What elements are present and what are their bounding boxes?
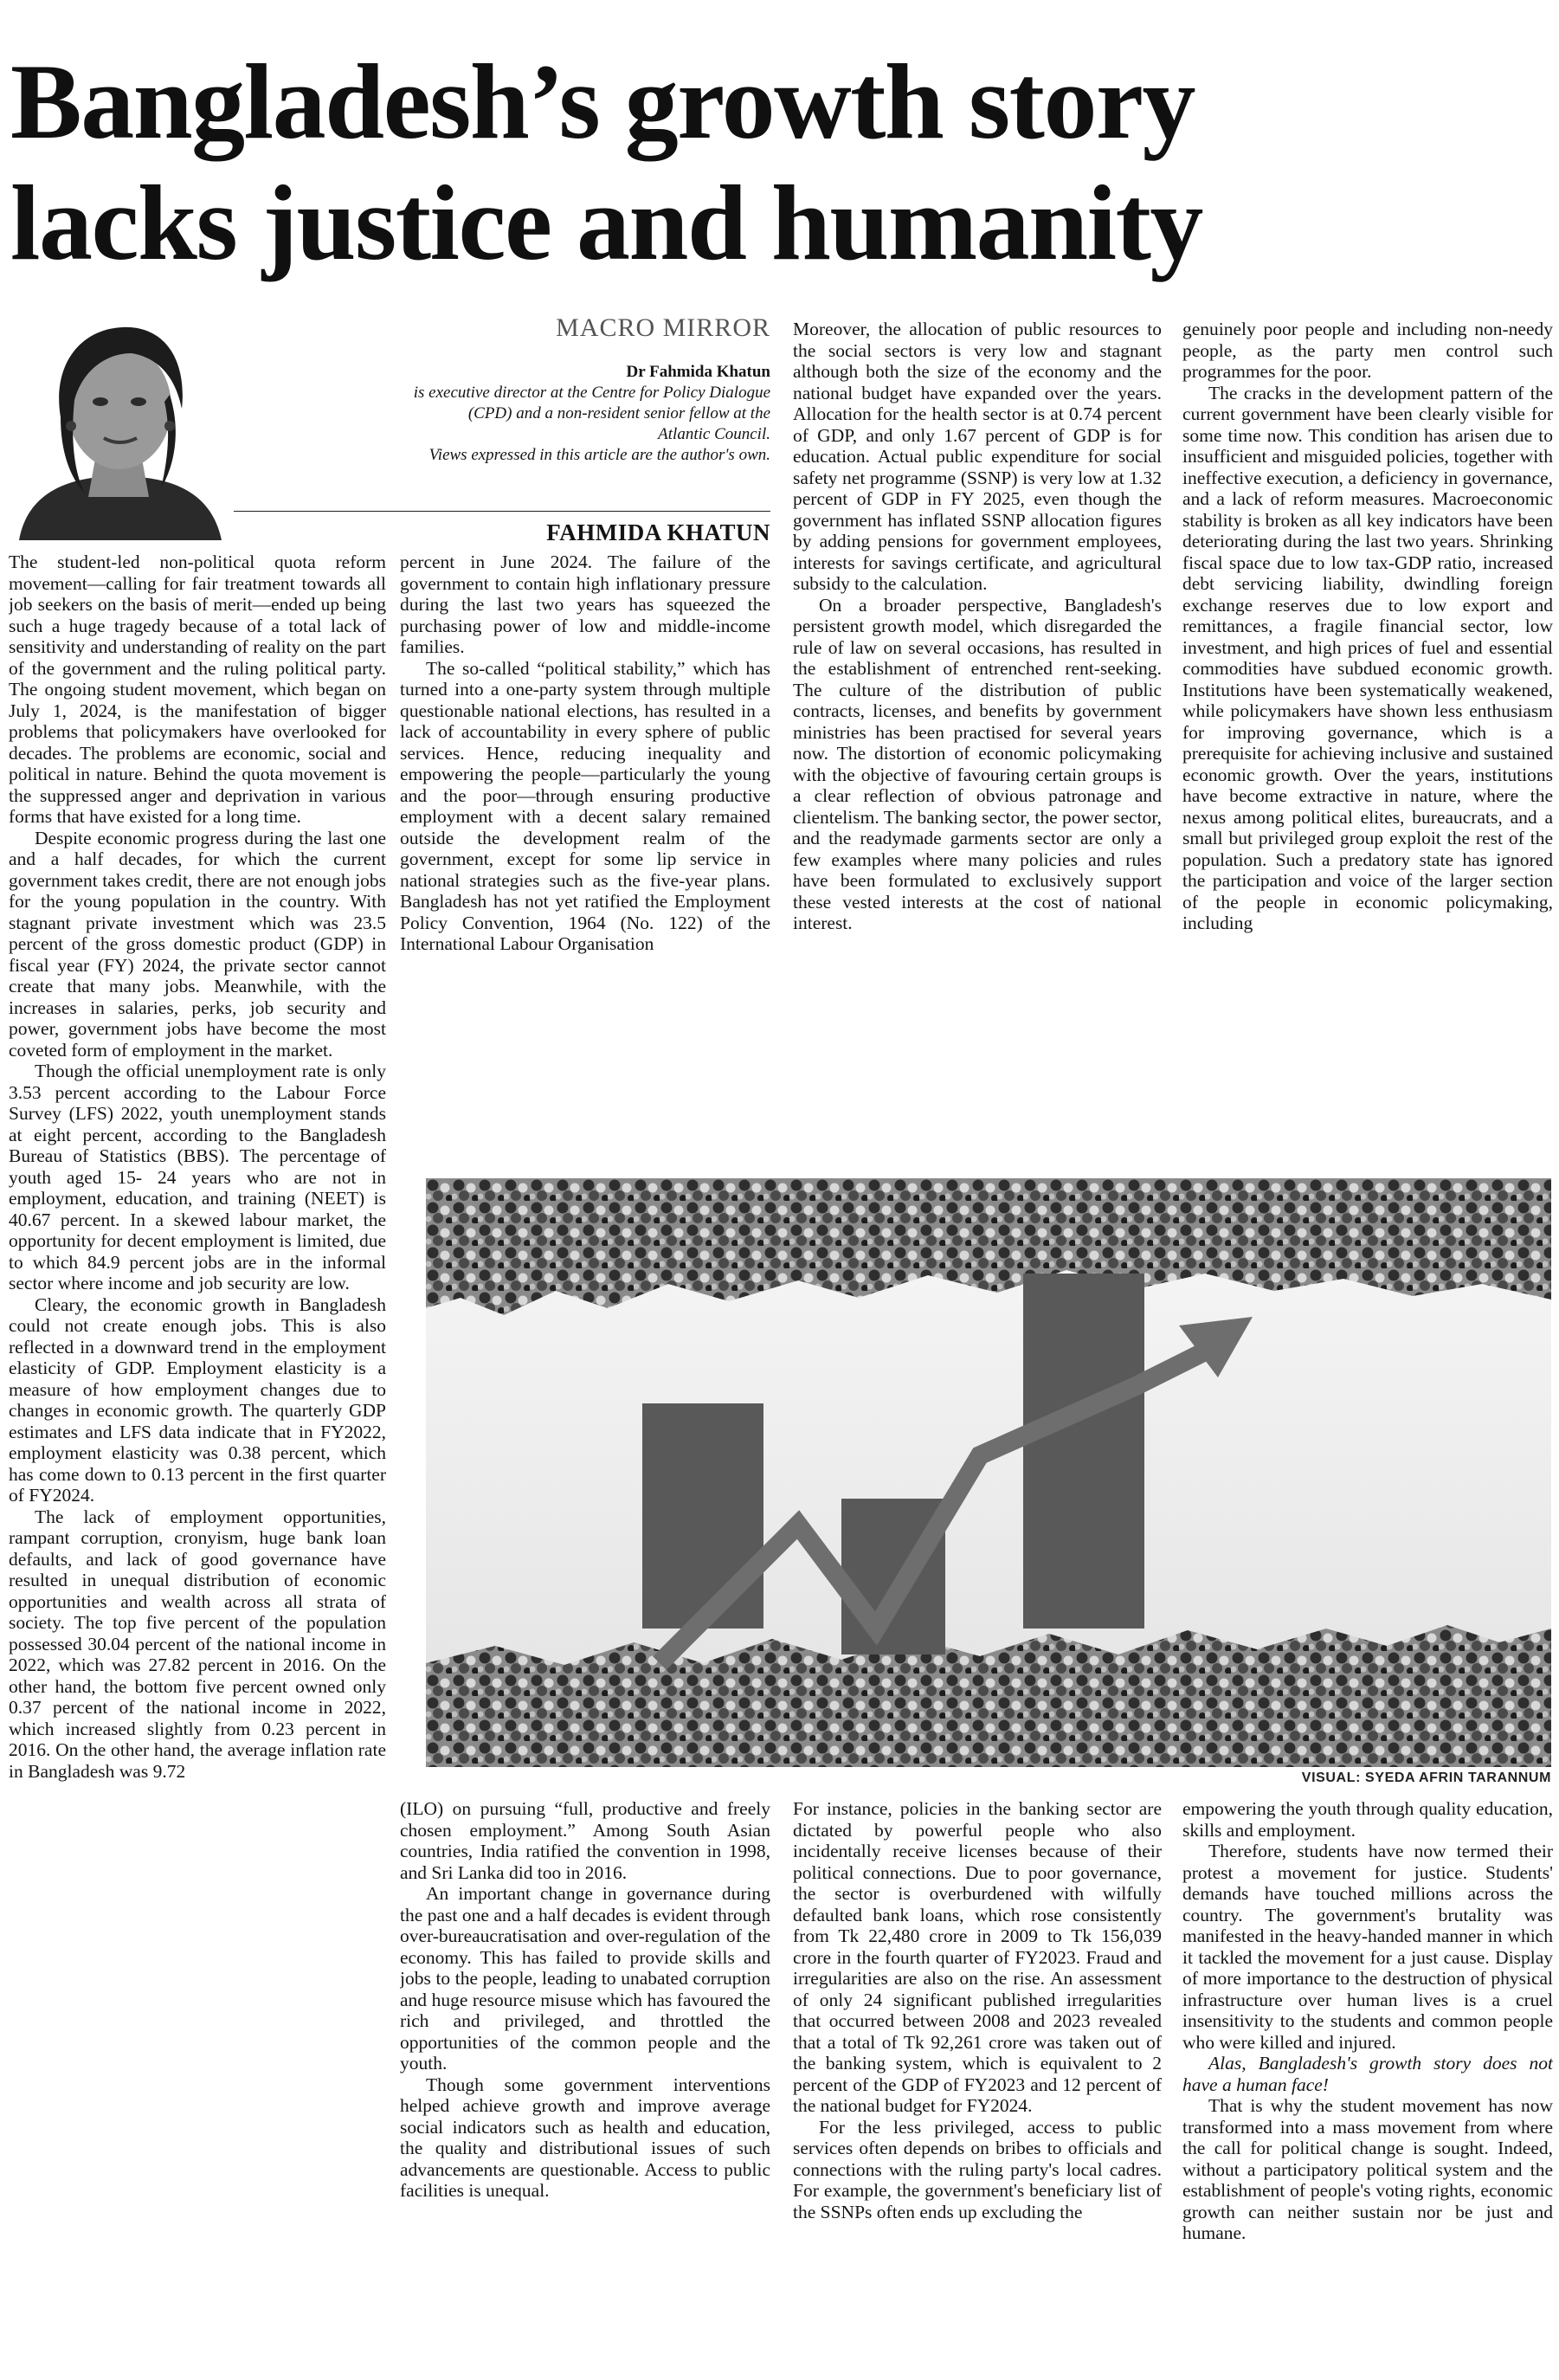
paragraph: On a broader perspective, Bangladesh's persistent growth model, which disregarded the rule of law on several occasions, has resulted in the establishment of entrenched rent-seeking. The culture of the distribution of public contracts, licenses, and benefits by government ministries has been practised for several years now. The distortion of economic policymaking with the objective of favouring certain groups is a clear reflection of obvious patronage and clientelism. The banking sector, the power sector, and the readymade garments sector are only a few examples where many policies and rules have been formulated to exclusively support these vested interests at the cost of national interest.	[793, 594, 1162, 933]
paragraph: An important change in governance during the past one and a half decades is evident through over-bureaucratisation and over-regulation of the economy. This has failed to provide skills and jobs to the people, leading to unabated corruption and huge resource misuse which has favoured the rich and privileged, and throttled the opportunities of the common people and the youth.	[400, 1883, 770, 2074]
paragraph: For instance, policies in the banking sector are dictated by powerful people who also incidentally receive licenses because of their political connections. Due to poor governance, the sector is overburdened with wilfully defaulted bank loans, which rose consistently from Tk 22,480 crore in 2009 to Tk 156,039 crore in the fourth quarter of FY2023. Fraud and irregularities are also on the rise. An assessment of only 24 significant published irregularities that occurred between 2008 and 2023 revealed that a total of Tk 92,261 crore was taken out of the banking system, which is equivalent to 2 percent of the GDP of FY2023 and 12 percent of the national budget for FY2024.	[793, 1798, 1162, 2116]
article-column-4-bottom	[1182, 1798, 1553, 2377]
paragraph: That is why the student movement has now transformed into a mass movement from where the call for political change is sought. Indeed, without a participatory political system and the establishment of people's voting rights, economic growth can neither sustain nor be just and humane.	[1182, 2095, 1553, 2243]
paragraph: Alas, Bangladesh's growth story does not have a human face!	[1182, 2053, 1553, 2095]
paragraph: Despite economic progress during the last one and a half decades, for which the current government takes credit, there are not enough jobs for the young population in the country. With stagnant private investment which was 23.5 percent of the gross domestic product (GDP) in fiscal year (FY) 2024, the private sector cannot create that many jobs. Meanwhile, with the increases in salaries, perks, job security and power, government jobs have become the most coveted form of employment in the market.	[9, 827, 386, 1061]
author-divider	[234, 511, 770, 512]
illustration-bar	[1023, 1274, 1144, 1629]
paragraph: For the less privileged, access to public services often depends on bribes to officials and connections with the ruling party's local cadres. For example, the government's beneficiary list of the SSNPs often ends up excluding the	[793, 2116, 1162, 2222]
byline: FAHMIDA KHATUN	[546, 519, 770, 545]
article-column-1	[9, 551, 386, 2378]
column-name: MACRO MIRROR	[556, 313, 770, 342]
author-bio-name: Dr Fahmida Khatun	[626, 363, 770, 381]
article-column-2-bottom	[400, 1798, 770, 2377]
author-block	[234, 313, 770, 466]
paragraph: Though the official unemployment rate is only 3.53 percent according to the Labour Force Survey (LFS) 2022, youth unemployment stands at eight percent, according to the Bangladesh Bureau of Statistics (BBS). The percentage of youth aged 15- 24 years who are not in employment, education, and training (NEET) is 40.67 percent. In a skewed labour market, the opportunity for decent employment is limited, due to which 84.9 percent jobs are in the informal sector where income and job security are low.	[9, 1061, 386, 1293]
illustration-bar	[642, 1403, 763, 1629]
paragraph: The lack of employment opportunities, rampant corruption, cronyism, huge bank loan defaults, and lack of good governance have resulted in unequal distribution of economic opportunities and wealth across all strata of society. The top five percent of the population possessed 30.04 percent of the national income in 2022, which was 27.82 percent in 2016. On the other hand, the bottom five percent owned only 0.37 percent of the national income in 2022, which increased slightly from 0.23 percent in 2016. On the other hand, the average inflation rate in Bangladesh was 9.72	[9, 1506, 386, 1782]
headline-line-1: Bangladesh’s growth story	[10, 42, 1195, 161]
author-bio-line: Views expressed in this article are the author's own.	[428, 446, 770, 464]
visual-credit-name: SYEDA AFRIN TARANNUM	[1365, 1770, 1551, 1785]
crowd-growth-chart-illustration	[426, 1178, 1551, 1767]
paragraph: Therefore, students have now termed their protest a movement for justice. Students' demands have touched millions across the country. The government's brutality was manifested in the heavy-handed manner in which it tackled the movement for a just cause. Display of more importance to the destruction of physical infrastructure over human lives is a cruel insensitivity to the students and common people who were killed and injured.	[1182, 1841, 1553, 2053]
author-portrait	[10, 305, 227, 540]
paragraph: percent in June 2024. The failure of the government to contain high inflationary pressure during the last two years has squeezed the purchasing power of low and middle-income families.	[400, 551, 770, 657]
author-bio-line: Atlantic Council.	[658, 425, 770, 443]
article-column-3-top	[793, 319, 1162, 1168]
visual-credit-label: VISUAL:	[1301, 1770, 1361, 1785]
visual-credit	[1125, 1770, 1551, 1786]
paragraph: (ILO) on pursuing “full, productive and freely chosen employment.” Among South Asian countries, India ratified the convention in 1998, and Sri Lanka did too in 2016.	[400, 1798, 770, 1883]
torn-paper-band	[426, 1270, 1551, 1665]
paragraph: The cracks in the development pattern of the current government have been clearly visible for some time now. This condition has arisen due to insufficient and misguided policies, together with ineffective execution, a deficiency in governance, and a lack of reform measures. Macroeconomic stability is broken as all key indicators have been deteriorating during the last two years. Shrinking fiscal space due to low tax-GDP ratio, increased debt servicing liability, dwindling foreign exchange reserves due to low export and remittances, a fragile financial sector, low investment, and high prices of fuel and essential commodities have subdued economic growth. Institutions have been systematically weakened, while policymakers have shown less enthusiasm for improving governance, which is a prerequisite for achieving inclusive and sustained economic growth. Over the years, institutions have become extractive in nature, where the nexus among political elites, bureaucrats, and a small but privileged group exploit the rest of the population. Such a predatory state has ignored the participation and voice of the larger section of the people in economic policymaking, including	[1182, 382, 1553, 933]
headline-line-2: lacks justice and humanity	[10, 164, 1202, 282]
author-bio-line: (CPD) and a non-resident senior fellow at the	[467, 404, 770, 422]
paragraph: Cleary, the economic growth in Bangladesh could not create enough jobs. This is also reflected in a downward trend in the employment elasticity of GDP. Employment elasticity is a measure of how employment changes due to changes in economic growth. The quarterly GDP estimates and LFS data indicate that in FY2022, employment elasticity was 0.38 percent, which has come down to 0.13 percent in the first quarter of FY2024.	[9, 1293, 386, 1506]
paragraph: Moreover, the allocation of public resources to the social sectors is very low and stagnant although both the size of the economy and the national budget have expanded over the years. Allocation for the health sector is at 0.74 percent of GDP, and only 1.67 percent of GDP is for education. Actual public expenditure for social safety net programme (SSNP) is very low at 1.32 percent of GDP in FY 2025, even though the government has inflated SSNP allocation figures by adding pensions for government employees, interests for savings certificate, and agricultural subsidy to the calculation.	[793, 319, 1162, 594]
paragraph: The student-led non-political quota reform movement—calling for fair treatment towards all job seekers on the basis of merit—ended up being such a huge tragedy because of a total lack of sensitivity and understanding of reality on the part of the government and the ruling political party. The ongoing student movement, which began on July 1, 2024, is the manifestation of bigger problems that policymakers have overlooked for decades. The problems are economic, social and political in nature. Behind the quota movement is the suppressed anger and deprivation in various forms that have existed for a long time.	[9, 551, 386, 827]
headline	[10, 42, 1551, 284]
paragraph: Though some government interventions helped achieve growth and improve average social indicators such as health and education, the quality and distributional issues of such advancements are questionable. Access to public facilities is unequal.	[400, 2074, 770, 2201]
article-column-4-top	[1182, 319, 1553, 1168]
paragraph: genuinely poor people and including non-needy people, as the party men control such programmes for the poor.	[1182, 319, 1553, 382]
paragraph: The so-called “political stability,” which has turned into a one-party system through multiple questionable national elections, has resulted in a lack of accountability in every sphere of public services. Hence, reducing inequality and empowering the people—particularly the young and the poor—through ensuring productive employment with a decent salary remained outside the development realm of the government, except for some lip service in national strategies such as the five-year plans. Bangladesh has not yet ratified the Employment Policy Convention, 1964 (No. 122) of the International Labour Organisation	[400, 657, 770, 954]
article-column-3-bottom	[793, 1798, 1162, 2377]
paragraph: empowering the youth through quality education, skills and employment.	[1182, 1798, 1553, 1841]
article-column-2-top	[400, 551, 770, 1168]
author-bio-line: is executive director at the Centre for Policy Dialogue	[413, 384, 770, 402]
